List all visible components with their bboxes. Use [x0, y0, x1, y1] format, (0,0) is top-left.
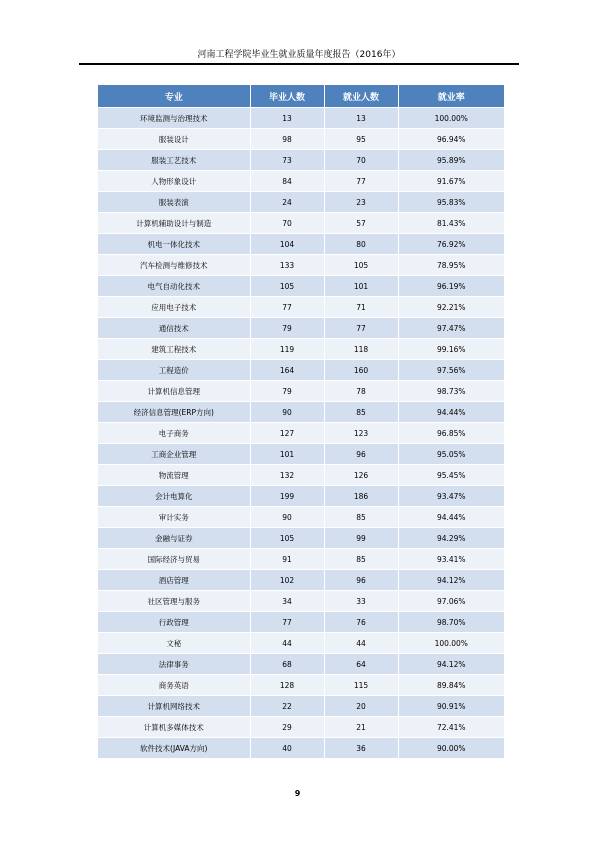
cell-employed: 80: [324, 234, 398, 255]
cell-employed: 186: [324, 486, 398, 507]
cell-employed: 160: [324, 360, 398, 381]
table-row: [98, 213, 504, 234]
cell-employed: 96: [324, 570, 398, 591]
table-row: [98, 570, 504, 591]
cell-graduates: 77: [250, 297, 324, 318]
cell-rate: 94.12%: [398, 570, 504, 591]
cell-rate: 78.95%: [398, 255, 504, 276]
cell-employed: 123: [324, 423, 398, 444]
cell-employed: 78: [324, 381, 398, 402]
cell-graduates: 68: [250, 654, 324, 675]
cell-graduates: 133: [250, 255, 324, 276]
cell-graduates: 90: [250, 402, 324, 423]
cell-graduates: 24: [250, 192, 324, 213]
cell-employed: 96: [324, 444, 398, 465]
cell-major: 文秘: [98, 633, 250, 654]
cell-major: 计算机信息管理: [98, 381, 250, 402]
cell-major: 计算机多媒体技术: [98, 717, 250, 738]
table-row: [98, 633, 504, 654]
table-row: [98, 276, 504, 297]
table-row: [98, 255, 504, 276]
cell-employed: 85: [324, 507, 398, 528]
cell-employed: 126: [324, 465, 398, 486]
cell-rate: 97.47%: [398, 318, 504, 339]
table-row: [98, 423, 504, 444]
cell-major: 服装工艺技术: [98, 150, 250, 171]
cell-major: 社区管理与服务: [98, 591, 250, 612]
cell-graduates: 101: [250, 444, 324, 465]
cell-graduates: 105: [250, 528, 324, 549]
cell-employed: 21: [324, 717, 398, 738]
cell-graduates: 70: [250, 213, 324, 234]
cell-employed: 70: [324, 150, 398, 171]
cell-graduates: 102: [250, 570, 324, 591]
cell-major: 人物形象设计: [98, 171, 250, 192]
table-row: [98, 381, 504, 402]
cell-rate: 99.16%: [398, 339, 504, 360]
page-header-title: 河南工程学院毕业生就业质量年度报告（2016年）: [197, 50, 401, 60]
cell-employed: 77: [324, 171, 398, 192]
cell-major: 审计实务: [98, 507, 250, 528]
cell-employed: 20: [324, 696, 398, 717]
page-number: 9: [294, 789, 301, 798]
cell-graduates: 105: [250, 276, 324, 297]
cell-graduates: 90: [250, 507, 324, 528]
cell-employed: 64: [324, 654, 398, 675]
cell-employed: 101: [324, 276, 398, 297]
cell-graduates: 79: [250, 381, 324, 402]
cell-major: 计算机网络技术: [98, 696, 250, 717]
table-row: [98, 360, 504, 381]
cell-rate: 93.41%: [398, 549, 504, 570]
cell-major: 电子商务: [98, 423, 250, 444]
table-row: [98, 192, 504, 213]
table-row: [98, 171, 504, 192]
table-row: [98, 738, 504, 759]
table-row: [98, 150, 504, 171]
cell-rate: 95.45%: [398, 465, 504, 486]
cell-major: 酒店管理: [98, 570, 250, 591]
cell-employed: 95: [324, 129, 398, 150]
cell-major: 工程造价: [98, 360, 250, 381]
cell-major: 金融与证券: [98, 528, 250, 549]
cell-graduates: 164: [250, 360, 324, 381]
cell-rate: 90.00%: [398, 738, 504, 759]
cell-employed: 57: [324, 213, 398, 234]
cell-rate: 93.47%: [398, 486, 504, 507]
cell-employed: 99: [324, 528, 398, 549]
cell-graduates: 40: [250, 738, 324, 759]
cell-major: 国际经济与贸易: [98, 549, 250, 570]
cell-major: 计算机辅助设计与制造: [98, 213, 250, 234]
column-header-rate: 就业率: [398, 85, 504, 108]
cell-employed: 115: [324, 675, 398, 696]
cell-rate: 96.94%: [398, 129, 504, 150]
cell-employed: 23: [324, 192, 398, 213]
column-header-graduates: 毕业人数: [250, 85, 324, 108]
cell-employed: 36: [324, 738, 398, 759]
cell-rate: 94.12%: [398, 654, 504, 675]
cell-major: 工商企业管理: [98, 444, 250, 465]
cell-employed: 76: [324, 612, 398, 633]
cell-major: 汽车检测与维修技术: [98, 255, 250, 276]
cell-graduates: 132: [250, 465, 324, 486]
table-row: [98, 465, 504, 486]
cell-graduates: 128: [250, 675, 324, 696]
cell-employed: 118: [324, 339, 398, 360]
cell-rate: 100.00%: [398, 108, 504, 129]
header-divider: [79, 63, 519, 65]
table-row: [98, 675, 504, 696]
table-row: [98, 507, 504, 528]
table-body: [98, 108, 504, 759]
column-header-major: 专业: [98, 85, 250, 108]
cell-employed: 77: [324, 318, 398, 339]
cell-major: 会计电算化: [98, 486, 250, 507]
table-row: [98, 528, 504, 549]
cell-employed: 33: [324, 591, 398, 612]
cell-rate: 100.00%: [398, 633, 504, 654]
cell-major: 电气自动化技术: [98, 276, 250, 297]
cell-employed: 13: [324, 108, 398, 129]
cell-graduates: 91: [250, 549, 324, 570]
cell-graduates: 79: [250, 318, 324, 339]
table-row: [98, 318, 504, 339]
column-header-employed: 就业人数: [324, 85, 398, 108]
cell-major: 软件技术(JAVA方向): [98, 738, 250, 759]
table-row: [98, 549, 504, 570]
table-row: [98, 486, 504, 507]
cell-major: 建筑工程技术: [98, 339, 250, 360]
table-row: [98, 612, 504, 633]
cell-rate: 76.92%: [398, 234, 504, 255]
cell-major: 物流管理: [98, 465, 250, 486]
cell-major: 服装表演: [98, 192, 250, 213]
cell-rate: 96.19%: [398, 276, 504, 297]
cell-employed: 105: [324, 255, 398, 276]
cell-rate: 94.44%: [398, 402, 504, 423]
table-row: [98, 297, 504, 318]
cell-graduates: 98: [250, 129, 324, 150]
cell-graduates: 77: [250, 612, 324, 633]
table-row: [98, 444, 504, 465]
cell-graduates: 199: [250, 486, 324, 507]
cell-rate: 72.41%: [398, 717, 504, 738]
cell-rate: 95.89%: [398, 150, 504, 171]
cell-major: 法律事务: [98, 654, 250, 675]
cell-graduates: 127: [250, 423, 324, 444]
cell-employed: 44: [324, 633, 398, 654]
cell-graduates: 29: [250, 717, 324, 738]
table-row: [98, 339, 504, 360]
table-header-row: [98, 85, 504, 108]
cell-graduates: 119: [250, 339, 324, 360]
cell-graduates: 73: [250, 150, 324, 171]
cell-major: 机电一体化技术: [98, 234, 250, 255]
cell-major: 商务英语: [98, 675, 250, 696]
cell-rate: 81.43%: [398, 213, 504, 234]
cell-employed: 71: [324, 297, 398, 318]
table-row: [98, 234, 504, 255]
employment-table: [98, 85, 504, 758]
cell-employed: 85: [324, 549, 398, 570]
cell-graduates: 44: [250, 633, 324, 654]
cell-major: 通信技术: [98, 318, 250, 339]
cell-major: 应用电子技术: [98, 297, 250, 318]
table-row: [98, 654, 504, 675]
cell-major: 经济信息管理(ERP方向): [98, 402, 250, 423]
table-row: [98, 129, 504, 150]
cell-rate: 95.05%: [398, 444, 504, 465]
table-row: [98, 108, 504, 129]
cell-graduates: 84: [250, 171, 324, 192]
cell-rate: 90.91%: [398, 696, 504, 717]
cell-graduates: 34: [250, 591, 324, 612]
cell-major: 服装设计: [98, 129, 250, 150]
cell-major: 环境监测与治理技术: [98, 108, 250, 129]
cell-graduates: 22: [250, 696, 324, 717]
cell-rate: 97.56%: [398, 360, 504, 381]
cell-rate: 92.21%: [398, 297, 504, 318]
cell-major: 行政管理: [98, 612, 250, 633]
cell-graduates: 13: [250, 108, 324, 129]
cell-employed: 85: [324, 402, 398, 423]
cell-rate: 96.85%: [398, 423, 504, 444]
cell-rate: 98.73%: [398, 381, 504, 402]
cell-rate: 89.84%: [398, 675, 504, 696]
table-row: [98, 717, 504, 738]
table-row: [98, 591, 504, 612]
table-row: [98, 402, 504, 423]
cell-rate: 91.67%: [398, 171, 504, 192]
cell-rate: 95.83%: [398, 192, 504, 213]
cell-rate: 94.29%: [398, 528, 504, 549]
table-row: [98, 696, 504, 717]
cell-rate: 97.06%: [398, 591, 504, 612]
cell-rate: 94.44%: [398, 507, 504, 528]
cell-rate: 98.70%: [398, 612, 504, 633]
cell-graduates: 104: [250, 234, 324, 255]
